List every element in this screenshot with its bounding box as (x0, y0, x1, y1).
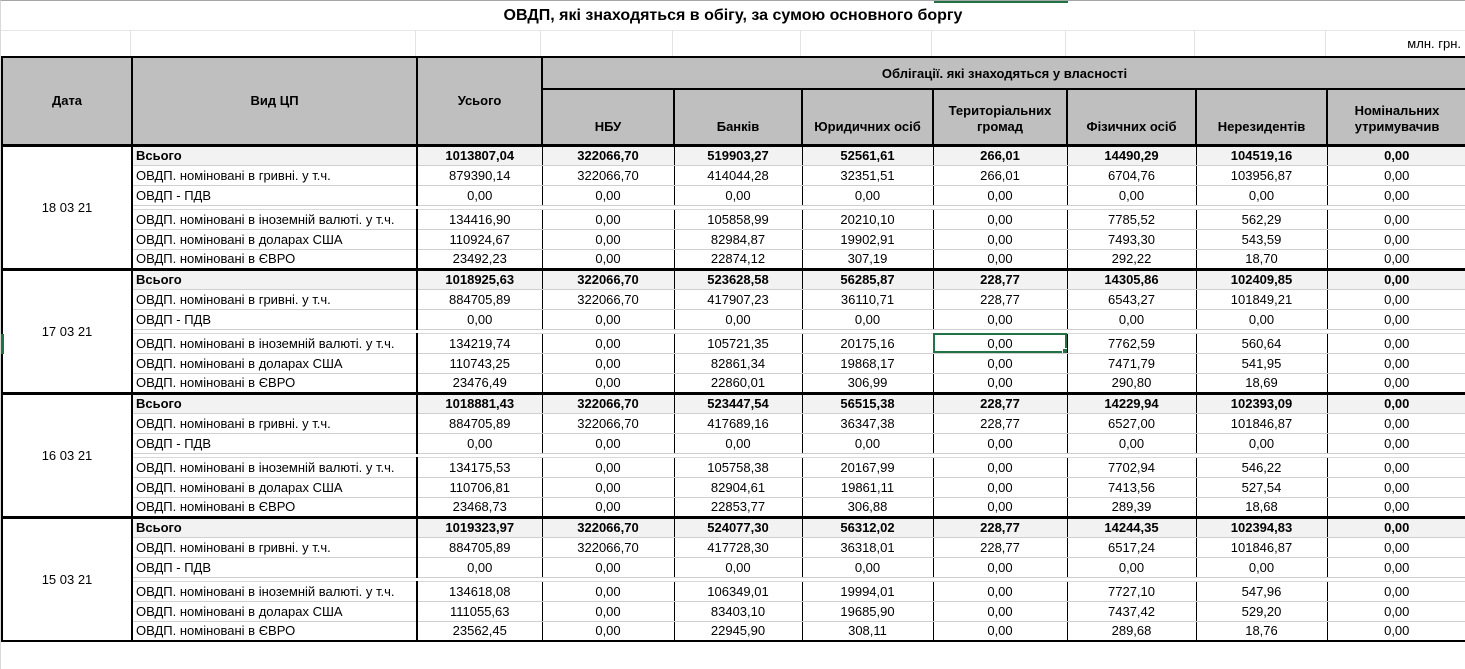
value-cell[interactable]: 0,00 (1327, 557, 1465, 577)
value-cell[interactable]: 0,00 (1327, 457, 1465, 477)
value-cell[interactable]: 228,77 (933, 393, 1067, 413)
value-cell[interactable]: 0,00 (1327, 229, 1465, 249)
table-row (2, 229, 1465, 249)
value-cell[interactable]: 36347,38 (802, 413, 933, 433)
value-cell[interactable]: 101849,21 (1196, 289, 1327, 309)
value-cell[interactable]: 0,00 (674, 309, 802, 329)
value-cell[interactable]: 0,00 (933, 433, 1067, 453)
value-cell[interactable]: 7762,59 (1067, 333, 1196, 353)
value-cell[interactable]: 0,00 (542, 353, 674, 373)
value-cell[interactable]: 322066,70 (542, 165, 674, 185)
row-label-cell[interactable]: ОВДП - ПДВ (132, 185, 417, 205)
value-cell[interactable]: 322066,70 (542, 537, 674, 557)
value-cell[interactable]: 0,00 (1067, 557, 1196, 577)
value-cell[interactable]: 322066,70 (542, 269, 674, 289)
value-cell[interactable]: 134618,08 (417, 581, 542, 601)
value-cell[interactable]: 0,00 (933, 581, 1067, 601)
value-cell[interactable]: 0,00 (933, 601, 1067, 621)
value-cell[interactable]: 0,00 (674, 185, 802, 205)
value-cell[interactable]: 0,00 (802, 433, 933, 453)
value-cell[interactable]: 83403,10 (674, 601, 802, 621)
value-cell[interactable]: 134416,90 (417, 209, 542, 229)
row-label-cell[interactable]: ОВДП. номіновані в іноземній валюті. у т.ч. (132, 457, 417, 477)
value-cell[interactable]: 0,00 (1327, 413, 1465, 433)
table-row (2, 309, 1465, 329)
value-cell[interactable]: 523628,58 (674, 269, 802, 289)
value-cell[interactable]: 0,00 (1327, 185, 1465, 205)
value-cell[interactable]: 134219,74 (417, 333, 542, 353)
row-label-cell[interactable]: ОВДП. номіновані в доларах США (132, 229, 417, 249)
value-cell[interactable]: 0,00 (542, 497, 674, 517)
row-label-cell[interactable]: ОВДП. номіновані в іноземній валюті. у т.ч. (132, 209, 417, 229)
value-cell[interactable]: 36110,71 (802, 289, 933, 309)
row-label-cell[interactable]: Всього (132, 145, 417, 165)
value-cell[interactable]: 0,00 (1067, 433, 1196, 453)
value-cell[interactable]: 0,00 (1327, 621, 1465, 641)
table-body (2, 145, 1465, 641)
page-title: ОВДП, які знаходяться в обігу, за сумою основного боргу (503, 6, 963, 24)
value-cell[interactable]: 101846,87 (1196, 413, 1327, 433)
table-row (2, 185, 1465, 205)
value-cell[interactable]: 417689,16 (674, 413, 802, 433)
row-label-cell[interactable]: ОВДП. номіновані в іноземній валюті. у т.ч. (132, 333, 417, 353)
value-cell[interactable]: 102394,83 (1196, 517, 1327, 537)
value-cell[interactable]: 543,59 (1196, 229, 1327, 249)
value-cell[interactable]: 106349,01 (674, 581, 802, 601)
value-cell[interactable]: 0,00 (933, 497, 1067, 517)
value-cell[interactable]: 0,00 (933, 457, 1067, 477)
value-cell[interactable]: 0,00 (1327, 249, 1465, 269)
value-cell[interactable]: 0,00 (1327, 497, 1465, 517)
table-row (2, 477, 1465, 497)
value-cell[interactable]: 0,00 (542, 557, 674, 577)
col-header-type[interactable]: Вид ЦП (132, 57, 417, 145)
value-cell[interactable]: 228,77 (933, 537, 1067, 557)
value-cell[interactable]: 20210,10 (802, 209, 933, 229)
value-cell[interactable]: 0,00 (933, 373, 1067, 393)
units-label: млн. грн. (1326, 31, 1465, 56)
value-cell[interactable]: 0,00 (933, 229, 1067, 249)
value-cell[interactable]: 527,54 (1196, 477, 1327, 497)
value-cell[interactable]: 0,00 (542, 373, 674, 393)
value-cell[interactable]: 7702,94 (1067, 457, 1196, 477)
selected-column-indicator (934, 1, 1068, 3)
value-cell[interactable]: 879390,14 (417, 165, 542, 185)
date-cell[interactable]: 16 03 21 (2, 393, 132, 517)
value-cell[interactable]: 7437,42 (1067, 601, 1196, 621)
value-cell[interactable]: 0,00 (1327, 433, 1465, 453)
row-label-cell[interactable]: ОВДП. номіновані в іноземній валюті. у т.ч. (132, 581, 417, 601)
units-spacer-cell[interactable] (1, 31, 131, 56)
value-cell[interactable]: 0,00 (1327, 269, 1465, 289)
table-row (2, 557, 1465, 577)
value-cell[interactable]: 0,00 (417, 185, 542, 205)
value-cell[interactable]: 884705,89 (417, 537, 542, 557)
value-cell[interactable]: 0,00 (542, 581, 674, 601)
value-cell[interactable]: 105721,35 (674, 333, 802, 353)
value-cell[interactable]: 56285,87 (802, 269, 933, 289)
selected-cell[interactable]: 0,00 (933, 333, 1067, 353)
value-cell[interactable]: 7471,79 (1067, 353, 1196, 373)
table-row (2, 393, 1465, 413)
col-header-total[interactable]: Усього (417, 57, 542, 145)
value-cell[interactable]: 110924,67 (417, 229, 542, 249)
title-row (1, 1, 1465, 31)
value-cell[interactable]: 0,00 (933, 477, 1067, 497)
value-cell[interactable]: 103956,87 (1196, 165, 1327, 185)
row-label-cell[interactable]: ОВДП. номіновані в ЄВРО (132, 373, 417, 393)
value-cell[interactable]: 306,99 (802, 373, 933, 393)
col-header-owner-7[interactable]: Номінальних утримувачив (1327, 89, 1465, 145)
value-cell[interactable]: 0,00 (933, 249, 1067, 269)
value-cell[interactable]: 7785,52 (1067, 209, 1196, 229)
table-row (2, 289, 1465, 309)
row-label-cell[interactable]: ОВДП - ПДВ (132, 309, 417, 329)
value-cell[interactable]: 19868,17 (802, 353, 933, 373)
value-cell[interactable]: 82984,87 (674, 229, 802, 249)
value-cell[interactable]: 19994,01 (802, 581, 933, 601)
value-cell[interactable]: 111055,63 (417, 601, 542, 621)
table-row (2, 621, 1465, 641)
value-cell[interactable]: 322066,70 (542, 517, 674, 537)
value-cell[interactable]: 0,00 (933, 353, 1067, 373)
value-cell[interactable]: 308,11 (802, 621, 933, 641)
value-cell[interactable]: 0,00 (1327, 517, 1465, 537)
value-cell[interactable]: 0,00 (542, 229, 674, 249)
col-header-ownership-group[interactable]: Облігації. які знаходяться у власності (542, 57, 1465, 89)
value-cell[interactable]: 306,88 (802, 497, 933, 517)
selected-row-indicator (1, 334, 4, 354)
table-row (2, 165, 1465, 185)
date-cell[interactable]: 17 03 21 (2, 269, 132, 393)
col-header-owner-6[interactable]: Нерезидентів (1196, 89, 1327, 145)
value-cell[interactable]: 0,00 (1327, 393, 1465, 413)
table-row (2, 353, 1465, 373)
value-cell[interactable]: 32351,51 (802, 165, 933, 185)
value-cell[interactable]: 0,00 (1327, 309, 1465, 329)
value-cell[interactable]: 560,64 (1196, 333, 1327, 353)
value-cell[interactable]: 0,00 (542, 249, 674, 269)
row-label-cell[interactable]: Всього (132, 393, 417, 413)
value-cell[interactable]: 266,01 (933, 145, 1067, 165)
value-cell[interactable]: 0,00 (1327, 581, 1465, 601)
table-row (2, 517, 1465, 537)
value-cell[interactable]: 105758,38 (674, 457, 802, 477)
value-cell[interactable]: 0,00 (802, 557, 933, 577)
value-cell[interactable]: 0,00 (1067, 185, 1196, 205)
table-row (2, 413, 1465, 433)
value-cell[interactable]: 0,00 (1196, 433, 1327, 453)
value-cell[interactable]: 884705,89 (417, 413, 542, 433)
value-cell[interactable]: 292,22 (1067, 249, 1196, 269)
row-label-cell[interactable]: ОВДП. номіновані в доларах США (132, 601, 417, 621)
value-cell[interactable]: 0,00 (1196, 557, 1327, 577)
value-cell[interactable]: 0,00 (417, 433, 542, 453)
value-cell[interactable]: 110706,81 (417, 477, 542, 497)
value-cell[interactable]: 0,00 (1196, 309, 1327, 329)
value-cell[interactable]: 0,00 (933, 557, 1067, 577)
row-label-cell[interactable]: ОВДП. номіновані в гривні. у т.ч. (132, 413, 417, 433)
value-cell[interactable]: 0,00 (1327, 289, 1465, 309)
row-label-cell[interactable]: ОВДП. номіновані в гривні. у т.ч. (132, 289, 417, 309)
value-cell[interactable]: 0,00 (542, 477, 674, 497)
value-cell[interactable]: 0,00 (1196, 185, 1327, 205)
value-cell[interactable]: 19861,11 (802, 477, 933, 497)
date-cell[interactable]: 15 03 21 (2, 517, 132, 641)
value-cell[interactable]: 417907,23 (674, 289, 802, 309)
value-cell[interactable]: 0,00 (933, 185, 1067, 205)
value-cell[interactable]: 541,95 (1196, 353, 1327, 373)
row-label-cell[interactable]: ОВДП. номіновані в ЄВРО (132, 497, 417, 517)
units-spacer-cell[interactable] (801, 31, 932, 56)
value-cell[interactable]: 0,00 (542, 185, 674, 205)
value-cell[interactable]: 0,00 (1327, 145, 1465, 165)
value-cell[interactable]: 0,00 (1327, 165, 1465, 185)
value-cell[interactable]: 19685,90 (802, 601, 933, 621)
value-cell[interactable]: 0,00 (1327, 373, 1465, 393)
col-header-date[interactable]: Дата (2, 57, 132, 145)
row-label-cell[interactable]: ОВДП. номіновані в ЄВРО (132, 621, 417, 641)
value-cell[interactable]: 0,00 (1327, 333, 1465, 353)
col-header-owner-2[interactable]: Банків (674, 89, 802, 145)
value-cell[interactable]: 102393,09 (1196, 393, 1327, 413)
value-cell[interactable]: 0,00 (417, 309, 542, 329)
col-header-owner-1[interactable]: НБУ (542, 89, 674, 145)
table-row (2, 601, 1465, 621)
value-cell[interactable]: 20175,16 (802, 333, 933, 353)
value-cell[interactable]: 322066,70 (542, 145, 674, 165)
value-cell[interactable]: 0,00 (674, 557, 802, 577)
value-cell[interactable]: 7727,10 (1067, 581, 1196, 601)
row-label-cell[interactable]: ОВДП. номіновані в гривні. у т.ч. (132, 165, 417, 185)
value-cell[interactable]: 0,00 (542, 333, 674, 353)
value-cell[interactable]: 546,22 (1196, 457, 1327, 477)
value-cell[interactable]: 0,00 (542, 309, 674, 329)
value-cell[interactable]: 134175,53 (417, 457, 542, 477)
units-spacer-cell[interactable] (131, 31, 416, 56)
row-label-cell[interactable]: ОВДП. номіновані в ЄВРО (132, 249, 417, 269)
value-cell[interactable]: 289,68 (1067, 621, 1196, 641)
units-spacer-cell[interactable] (1066, 31, 1195, 56)
value-cell[interactable]: 0,00 (542, 601, 674, 621)
value-cell[interactable]: 0,00 (674, 433, 802, 453)
value-cell[interactable]: 23476,49 (417, 373, 542, 393)
value-cell[interactable]: 0,00 (1327, 353, 1465, 373)
value-cell[interactable]: 322066,70 (542, 393, 674, 413)
value-cell[interactable]: 18,70 (1196, 249, 1327, 269)
value-cell[interactable]: 0,00 (542, 433, 674, 453)
value-cell[interactable]: 6527,00 (1067, 413, 1196, 433)
value-cell[interactable]: 0,00 (802, 309, 933, 329)
value-cell[interactable]: 14490,29 (1067, 145, 1196, 165)
value-cell[interactable]: 524077,30 (674, 517, 802, 537)
value-cell[interactable]: 0,00 (1327, 537, 1465, 557)
value-cell[interactable]: 18,68 (1196, 497, 1327, 517)
table-row (2, 373, 1465, 393)
value-cell[interactable]: 23468,73 (417, 497, 542, 517)
value-cell[interactable]: 1018881,43 (417, 393, 542, 413)
value-cell[interactable]: 547,96 (1196, 581, 1327, 601)
value-cell[interactable]: 52561,61 (802, 145, 933, 165)
value-cell[interactable]: 18,69 (1196, 373, 1327, 393)
value-cell[interactable]: 23492,23 (417, 249, 542, 269)
row-label-cell[interactable]: Всього (132, 517, 417, 537)
value-cell[interactable]: 0,00 (542, 621, 674, 641)
value-cell[interactable]: 18,76 (1196, 621, 1327, 641)
value-cell[interactable]: 22874,12 (674, 249, 802, 269)
value-cell[interactable]: 20167,99 (802, 457, 933, 477)
table-row (2, 581, 1465, 601)
value-cell[interactable]: 0,00 (933, 621, 1067, 641)
row-label-cell[interactable]: ОВДП - ПДВ (132, 433, 417, 453)
units-row (1, 31, 1465, 56)
value-cell[interactable]: 322066,70 (542, 289, 674, 309)
table-row (2, 249, 1465, 269)
table-row (2, 333, 1465, 353)
value-cell[interactable]: 1013807,04 (417, 145, 542, 165)
value-cell[interactable]: 322066,70 (542, 413, 674, 433)
value-cell[interactable]: 101846,87 (1196, 537, 1327, 557)
value-cell[interactable]: 82861,34 (674, 353, 802, 373)
table-row (2, 537, 1465, 557)
value-cell[interactable]: 290,80 (1067, 373, 1196, 393)
value-cell[interactable]: 529,20 (1196, 601, 1327, 621)
value-cell[interactable]: 6517,24 (1067, 537, 1196, 557)
value-cell[interactable]: 110743,25 (417, 353, 542, 373)
value-cell[interactable]: 0,00 (417, 557, 542, 577)
col-header-owner-3[interactable]: Юридичних осіб (802, 89, 933, 145)
value-cell[interactable]: 22853,77 (674, 497, 802, 517)
value-cell[interactable]: 228,77 (933, 269, 1067, 289)
value-cell[interactable]: 266,01 (933, 165, 1067, 185)
value-cell[interactable]: 0,00 (1327, 477, 1465, 497)
table-row (2, 497, 1465, 517)
value-cell[interactable]: 0,00 (1327, 601, 1465, 621)
row-label-cell[interactable]: ОВДП. номіновані в гривні. у т.ч. (132, 537, 417, 557)
value-cell[interactable]: 1018925,63 (417, 269, 542, 289)
value-cell[interactable]: 82904,61 (674, 477, 802, 497)
value-cell[interactable]: 0,00 (933, 209, 1067, 229)
units-spacer-cell[interactable] (541, 31, 673, 56)
table-row (2, 209, 1465, 229)
row-label-cell[interactable]: ОВДП. номіновані в доларах США (132, 353, 417, 373)
value-cell[interactable]: 22945,90 (674, 621, 802, 641)
value-cell[interactable]: 14305,86 (1067, 269, 1196, 289)
value-cell[interactable]: 523447,54 (674, 393, 802, 413)
value-cell[interactable]: 19902,91 (802, 229, 933, 249)
value-cell[interactable]: 104519,16 (1196, 145, 1327, 165)
value-cell[interactable]: 228,77 (933, 517, 1067, 537)
value-cell[interactable]: 0,00 (1067, 309, 1196, 329)
value-cell[interactable]: 23562,45 (417, 621, 542, 641)
units-spacer-cell[interactable] (416, 31, 541, 56)
value-cell[interactable]: 7493,30 (1067, 229, 1196, 249)
col-header-owner-5[interactable]: Фізичних осіб (1067, 89, 1196, 145)
value-cell[interactable]: 307,19 (802, 249, 933, 269)
table-row (2, 433, 1465, 453)
table-row (2, 269, 1465, 289)
value-cell[interactable]: 562,29 (1196, 209, 1327, 229)
bonds-table (1, 56, 1465, 642)
table-row (2, 145, 1465, 165)
units-spacer-cell[interactable] (1195, 31, 1326, 56)
value-cell[interactable]: 0,00 (933, 309, 1067, 329)
value-cell[interactable]: 6543,27 (1067, 289, 1196, 309)
units-spacer-cell[interactable] (932, 31, 1066, 56)
units-spacer-cell[interactable] (673, 31, 801, 56)
value-cell[interactable]: 14244,35 (1067, 517, 1196, 537)
col-header-owner-4[interactable]: Територіальних громад (933, 89, 1067, 145)
value-cell[interactable]: 6704,76 (1067, 165, 1196, 185)
table-row (2, 457, 1465, 477)
value-cell[interactable]: 417728,30 (674, 537, 802, 557)
value-cell[interactable]: 22860,01 (674, 373, 802, 393)
value-cell[interactable]: 0,00 (542, 457, 674, 477)
table-header (2, 57, 1465, 145)
value-cell[interactable]: 414044,28 (674, 165, 802, 185)
value-cell[interactable]: 0,00 (802, 185, 933, 205)
value-cell[interactable]: 289,39 (1067, 497, 1196, 517)
value-cell[interactable]: 884705,89 (417, 289, 542, 309)
value-cell[interactable]: 56515,38 (802, 393, 933, 413)
value-cell[interactable]: 14229,94 (1067, 393, 1196, 413)
value-cell[interactable]: 519903,27 (674, 145, 802, 165)
value-cell[interactable]: 36318,01 (802, 537, 933, 557)
value-cell[interactable]: 228,77 (933, 289, 1067, 309)
value-cell[interactable]: 56312,02 (802, 517, 933, 537)
row-label-cell[interactable]: ОВДП. номіновані в доларах США (132, 477, 417, 497)
date-cell[interactable]: 18 03 21 (2, 145, 132, 269)
value-cell[interactable]: 102409,85 (1196, 269, 1327, 289)
value-cell[interactable]: 0,00 (542, 209, 674, 229)
value-cell[interactable]: 105858,99 (674, 209, 802, 229)
value-cell[interactable]: 0,00 (1327, 209, 1465, 229)
value-cell[interactable]: 1019323,97 (417, 517, 542, 537)
row-label-cell[interactable]: Всього (132, 269, 417, 289)
row-label-cell[interactable]: ОВДП - ПДВ (132, 557, 417, 577)
value-cell[interactable]: 228,77 (933, 413, 1067, 433)
value-cell[interactable]: 7413,56 (1067, 477, 1196, 497)
